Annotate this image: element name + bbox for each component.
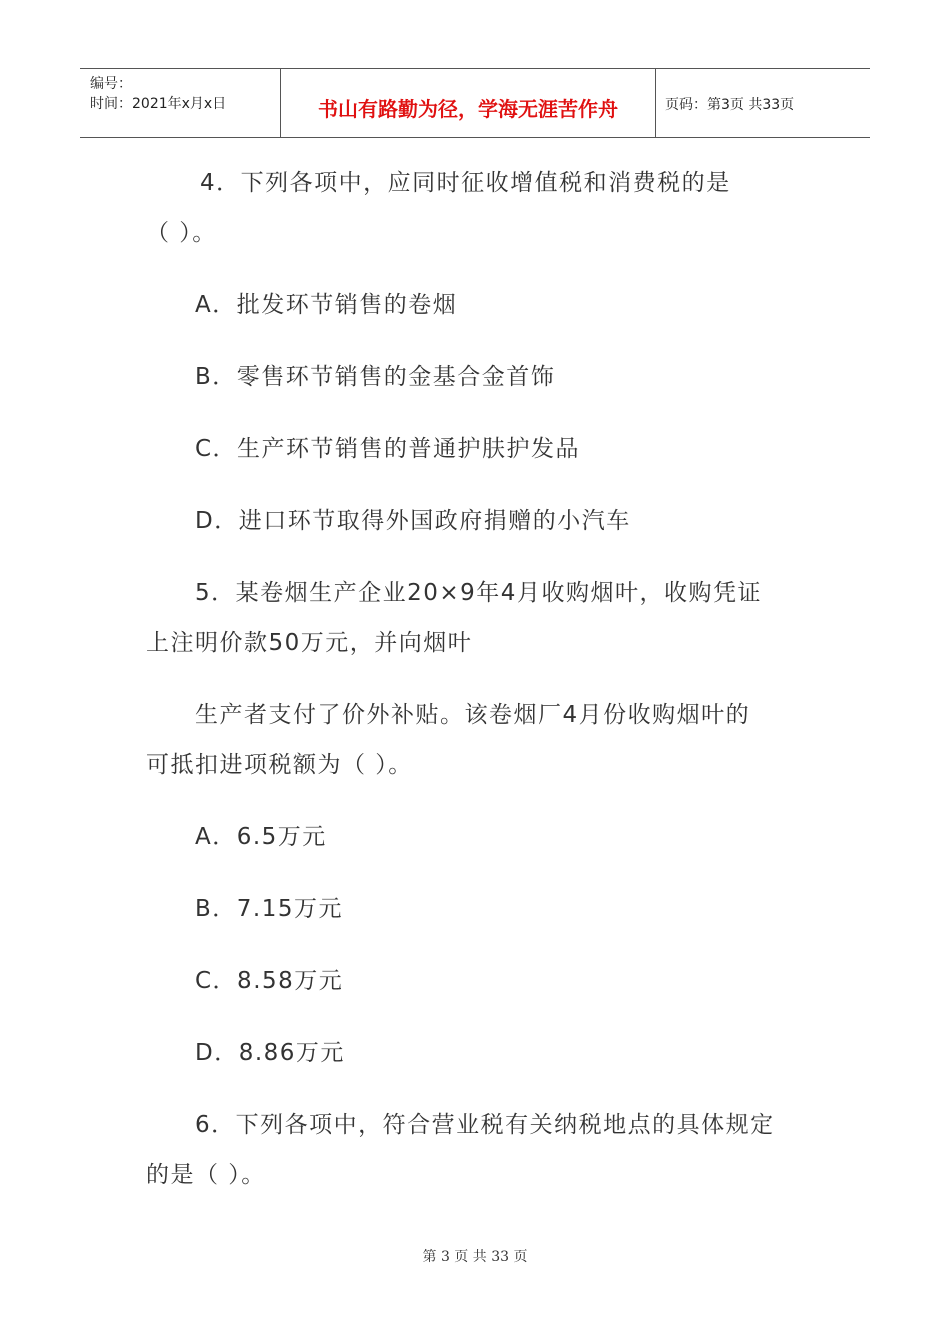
header-page-cell — [655, 69, 870, 137]
question-4-option-b: B．零售环节销售的金基合金首饰 — [195, 364, 556, 390]
question-4-option-d: D．进口环节取得外国政府捐赠的小汽车 — [195, 508, 631, 534]
question-5-option-b: B．7.15万元 — [195, 896, 343, 922]
serial-label: 编号： — [90, 76, 132, 92]
header-meta-cell — [80, 69, 280, 137]
question-4-line-1: 4．下列各项中，应同时征收增值税和消费税的是 — [200, 170, 731, 196]
motto: 书山有路勤为径，学海无涯苦作舟 — [318, 97, 618, 121]
question-6-line-2: 的是（ ）。 — [146, 1162, 266, 1188]
time-label: 时间：2021年x月x日 — [90, 96, 227, 112]
question-5-line-4: 可抵扣进项税额为（ ）。 — [146, 752, 413, 778]
question-4-line-2: （ ）。 — [146, 220, 217, 246]
question-4-option-c: C．生产环节销售的普通护肤护发品 — [195, 436, 581, 462]
page-footer: 第 3 页 共 33 页 — [422, 1249, 528, 1265]
question-6-line-1: 6．下列各项中，符合营业税有关纳税地点的具体规定 — [195, 1112, 775, 1138]
question-5-line-3: 生产者支付了价外补贴。该卷烟厂4月份收购烟叶的 — [195, 702, 751, 728]
question-5-option-a: A．6.5万元 — [195, 824, 327, 850]
question-5-option-c: C．8.58万元 — [195, 968, 344, 994]
page-info: 页码：第3页 共33页 — [665, 97, 795, 113]
header-motto-cell — [280, 69, 656, 137]
question-5-line-2: 上注明价款50万元，并向烟叶 — [146, 630, 473, 656]
question-4-option-a: A．批发环节销售的卷烟 — [195, 292, 458, 318]
question-5-option-d: D．8.86万元 — [195, 1040, 345, 1066]
page-header — [80, 68, 870, 138]
question-5-line-1: 5．某卷烟生产企业20×9年4月收购烟叶，收购凭证 — [195, 580, 762, 606]
